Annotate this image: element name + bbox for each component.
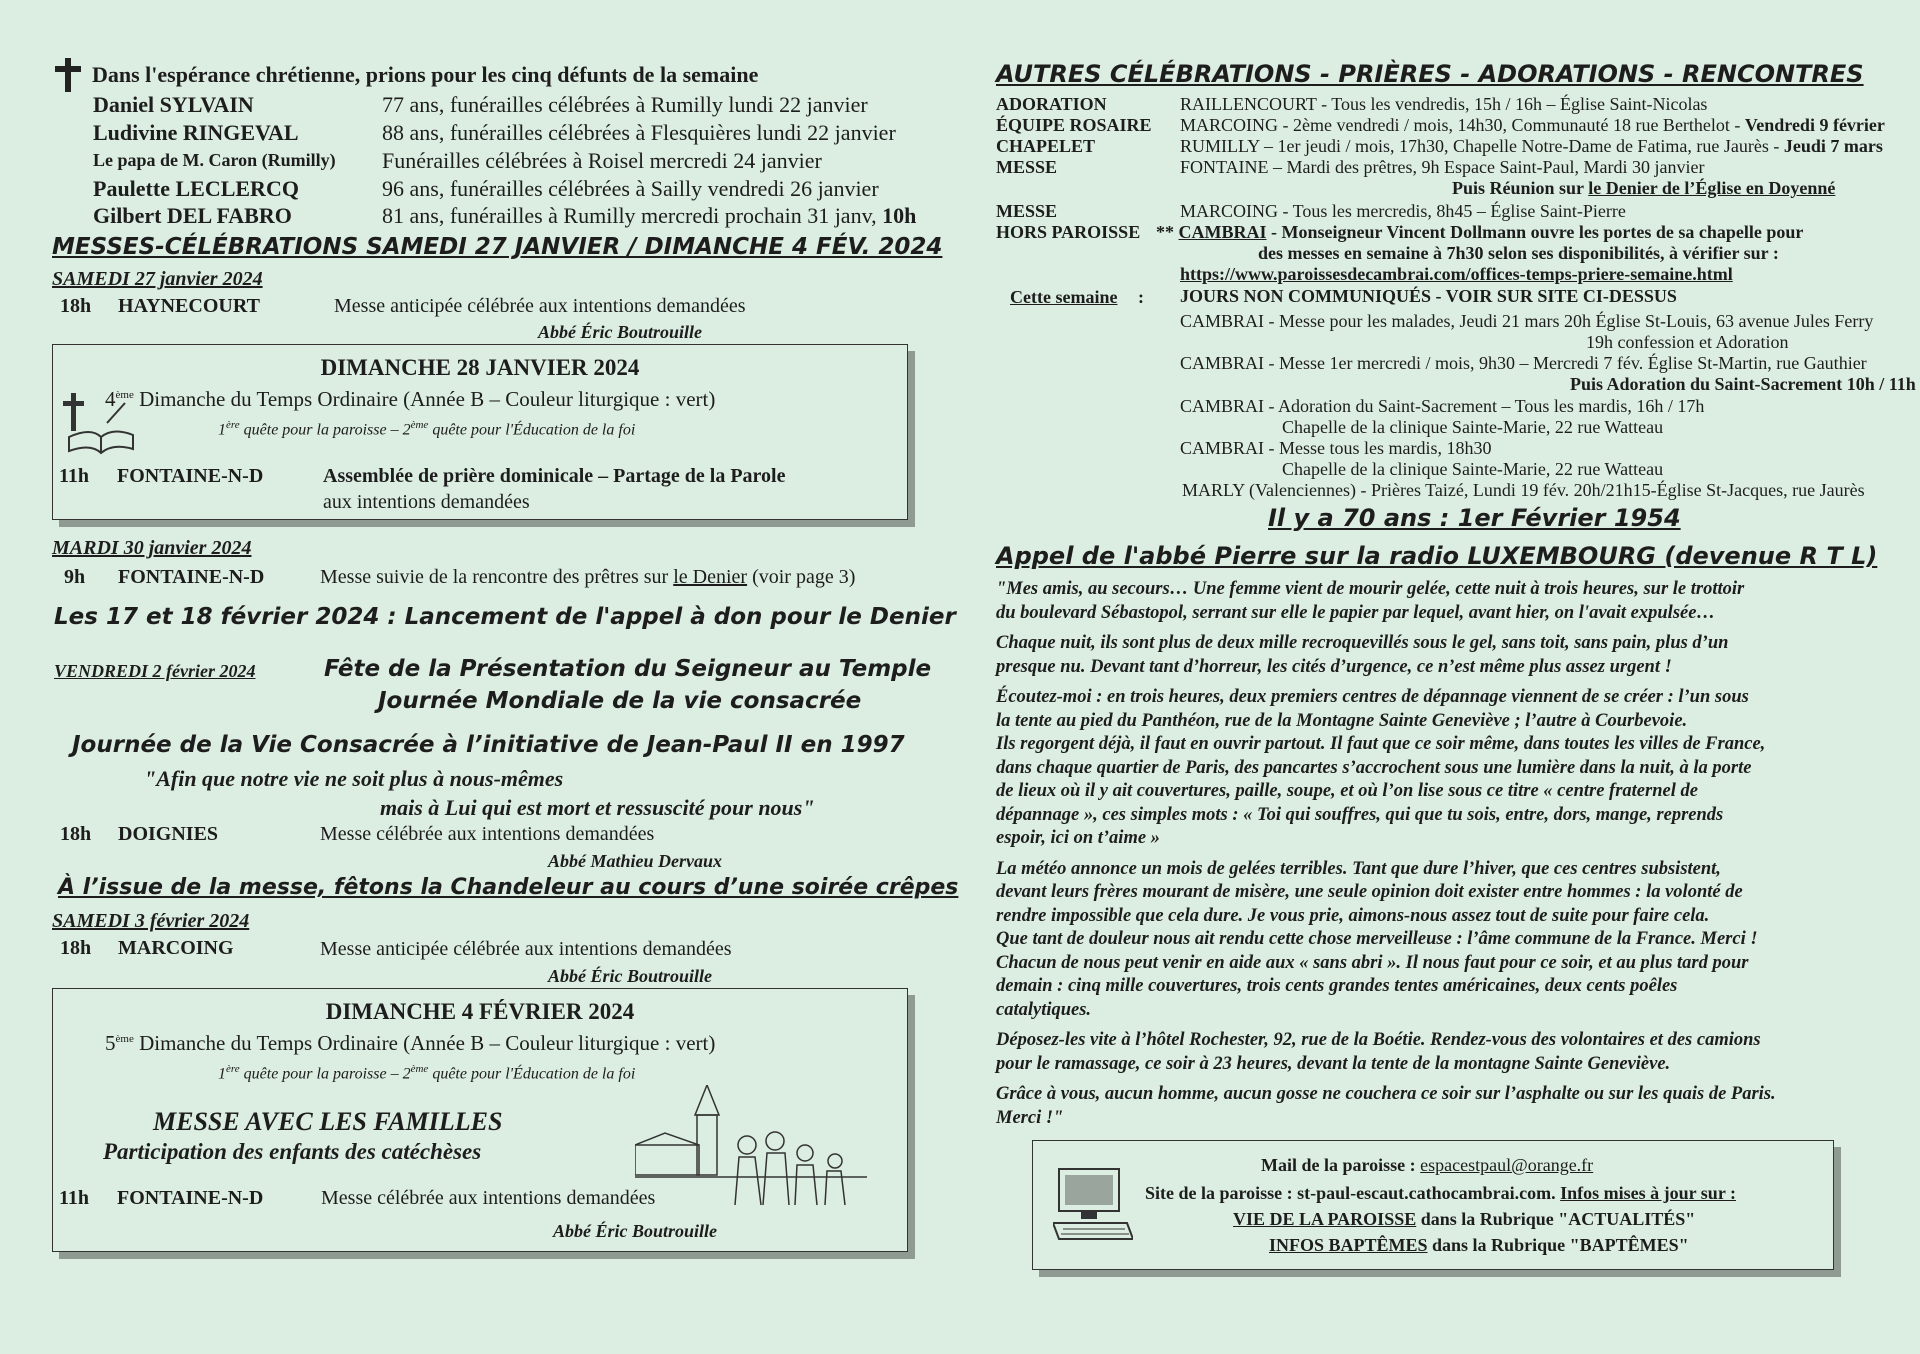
cambrai-line: Chapelle de la clinique Sainte-Marie, 22 rue Watteau [1282, 459, 1664, 479]
row-label: MESSE [996, 201, 1058, 221]
row-label: CHAPELET [996, 136, 1096, 156]
cambrai-line: MARLY (Valenciennes) - Prières Taizé, Lundi 19 fév. 20h/21h15-Église St-Jacques, rue Jaurès [1182, 480, 1865, 500]
appeal-paragraph [996, 686, 1896, 851]
priest-name: Abbé Éric Boutrouille [538, 322, 703, 342]
appeal-line: espoir, ici on t’aime » [996, 828, 1160, 848]
mass-place: FONTAINE-N-D [118, 566, 265, 588]
consacree-line: Journée de la Vie Consacrée à l’initiative de Jean-Paul II en 1997 [72, 732, 905, 758]
appeal-line: Merci !" [996, 1107, 1064, 1128]
date-heading: SAMEDI 27 janvier 2024 [52, 268, 263, 290]
cambrai-line: CAMBRAI - Messe pour les malades, Jeudi 21 mars 20h Église St-Louis, 63 avenue Jules Ferry [1180, 311, 1874, 331]
appeal-paragraph [996, 578, 1896, 625]
row-text: RUMILLY – 1er jeudi / mois, 17h30, Chapelle Notre-Dame de Fatima, rue Jaurès - Jeudi 7 mars [1180, 136, 1883, 156]
appeal-line: dépannage », ces simples mots : « Toi qui souffres, qui que tu sois, entre, dors, mange, reprends [996, 804, 1724, 825]
date-heading: MARDI 30 janvier 2024 [52, 537, 252, 559]
mass-time: 9h [64, 566, 86, 588]
deaths-heading: Dans l'espérance chrétienne, prions pour les cinq défunts de la semaine [92, 62, 759, 87]
mass-time: 18h [60, 295, 92, 317]
computer-icon [1053, 1167, 1133, 1243]
death-name: Paulette LECLERCQ [93, 176, 299, 201]
quote-line: "Afin que notre vie ne soit plus à nous-mêmes [144, 766, 564, 791]
cambrai-line: 19h confession et Adoration [1586, 332, 1789, 352]
feast-title: Fête de la Présentation du Seigneur au Temple [324, 656, 932, 682]
site-line: Site de la paroisse : st-paul-escaut.cathocambrai.com. Infos mises à jour sur : [1145, 1183, 1736, 1203]
sunday-line: 4ème Dimanche du Temps Ordinaire (Année B – Couleur liturgique : vert) [105, 387, 716, 411]
mass-desc: Assemblée de prière dominicale – Partage de la Parole [323, 465, 786, 487]
appeal-paragraph [996, 1029, 1896, 1076]
mass-desc: Messe célébrée aux intentions demandées [320, 823, 655, 845]
mass-time: 11h [59, 465, 90, 487]
contact-box [1032, 1140, 1834, 1270]
appeal-paragraph [996, 1083, 1896, 1130]
quete-line: 1ère quête pour la paroisse – 2ème quête pour l'Éducation de la foi [218, 419, 636, 439]
cambrai-line: CAMBRAI - Adoration du Saint-Sacrement – Tous les mardis, 16h / 17h [1180, 396, 1705, 416]
appeal-line: de lieux où il y ait couvertures, paille, soupe, et où l’on lise sous ce titre « centre fraternel de [996, 781, 1698, 801]
mail-link[interactable]: espacestpaul@orange.fr [1420, 1155, 1594, 1175]
sunday-28-box [52, 344, 908, 520]
week-colon: : [1138, 287, 1144, 307]
date-heading: SAMEDI 3 février 2024 [52, 910, 250, 932]
appeal-line: Chacun de nous peut venir en aide aux « sans abri ». Il nous faut pour ce soir, et au plus tard pour [996, 952, 1749, 973]
death-text: 88 ans, funérailles célébrées à Flesquières lundi 22 janvier [382, 120, 896, 145]
death-text: Funérailles célébrées à Roisel mercredi 24 janvier [382, 148, 822, 173]
appeal-line: devant leurs frères mourant de misère, une seule opinion doit exister entre hommes : la volonté de [996, 882, 1743, 902]
cambrai-line: Chapelle de la clinique Sainte-Marie, 22 rue Watteau [1282, 417, 1664, 437]
masses-title: MESSES-CÉLÉBRATIONS SAMEDI 27 JANVIER / DIMANCHE 4 FÉV. 2024 [52, 234, 943, 260]
mass-desc: Messe anticipée célébrée aux intentions demandées [334, 295, 746, 317]
appeal-line: la tente au pied du Panthéon, rue de la Montagne Sainte Geneviève ; l’autre à Courbevoie. [996, 710, 1688, 731]
sunday-line: 5ème Dimanche du Temps Ordinaire (Année B – Couleur liturgique : vert) [105, 1031, 716, 1055]
death-text: 96 ans, funérailles célébrées à Sailly vendredi 26 janvier [382, 176, 879, 201]
mass-place: MARCOING [118, 937, 234, 959]
bible-cross-icon [61, 393, 135, 457]
appeal-line: Déposez-les vite à l’hôtel Rochester, 92, rue de la Boétie. Rendez-vous des volontaires et des camions [996, 1030, 1761, 1050]
death-name: Gilbert DEL FABRO [93, 203, 292, 228]
appeal-line: dans chaque quartier de Paris, des pancartes s’accrochent sous une lumière dans la nuit, à la porte [996, 757, 1752, 778]
families-title: MESSE AVEC LES FAMILLES [153, 1107, 503, 1136]
mass-time: 11h [59, 1187, 90, 1209]
week-label: Cette semaine [1010, 287, 1118, 307]
appeal-line: presque nu. Devant tant d’horreur, les cités d’urgence, ce n’est même plus assez urgent ! [996, 656, 1672, 677]
row-label: HORS PAROISSE [996, 222, 1141, 242]
vie-line: VIE DE LA PAROISSE dans la Rubrique "ACTUALITÉS" [1233, 1209, 1696, 1229]
row-text: MARCOING - 2ème vendredi / mois, 14h30, Communauté 18 rue Berthelot - Vendredi 9 février [1180, 115, 1885, 135]
mass-desc: aux intentions demandées [323, 491, 530, 513]
mass-place: DOIGNIES [118, 823, 219, 845]
reunion-line: Puis Réunion sur le Denier de l’Église en Doyenné [1452, 178, 1836, 198]
mass-desc: Messe suivie de la rencontre des prêtres sur le Denier (voir page 3) [320, 566, 856, 588]
priest-name: Abbé Mathieu Dervaux [548, 851, 723, 871]
mass-desc: Messe anticipée célébrée aux intentions demandées [320, 938, 732, 960]
chandeleur-line: À l’issue de la messe, fêtons la Chandeleur au cours d’une soirée crêpes [58, 875, 959, 900]
row-label: ADORATION [996, 94, 1107, 114]
death-text: 81 ans, funérailles à Rumilly mercredi prochain 31 janv, 10h [382, 203, 917, 228]
mass-place: FONTAINE-N-D [117, 465, 264, 487]
appeal-paragraph [996, 632, 1896, 679]
families-subtitle: Participation des enfants des catéchèses [103, 1139, 482, 1164]
appeal-line: catalytiques. [996, 999, 1092, 1020]
cambrai-line: CAMBRAI - Messe 1er mercredi / mois, 9h30 – Mercredi 7 fév. Église St-Martin, rue Gauthier [1180, 353, 1867, 373]
appeal-line: Que tant de douleur nous ait rendu cette chose merveilleuse : l’âme commune de la France. Merci ! [996, 929, 1758, 949]
row-label: ÉQUIPE ROSAIRE [996, 115, 1152, 135]
appeal-line: pour le ramassage, ce soir à 23 heures, devant la tente de la montagne Sainte Geneviève. [996, 1053, 1671, 1074]
row-text: FONTAINE – Mardi des prêtres, 9h Espace Saint-Paul, Mardi 30 janvier [1180, 157, 1705, 177]
hors-line: ** CAMBRAI - Monseigneur Vincent Dollmann ouvre les portes de sa chapelle pour [1156, 222, 1804, 242]
cambrai-line: Puis Adoration du Saint-Sacrement 10h / 11h [1570, 374, 1916, 394]
death-text: 77 ans, funérailles célébrées à Rumilly lundi 22 janvier [382, 92, 868, 117]
sunday-4-box [52, 988, 908, 1252]
bapt-line: INFOS BAPTÊMES dans la Rubrique "BAPTÊMES" [1269, 1235, 1689, 1255]
mass-desc: Messe célébrée aux intentions demandées [321, 1187, 656, 1209]
mass-place: FONTAINE-N-D [117, 1187, 264, 1209]
row-text: MARCOING - Tous les mercredis, 8h45 – Église Saint-Pierre [1180, 201, 1626, 221]
row-label: MESSE [996, 157, 1058, 177]
sunday-title: DIMANCHE 4 FÉVRIER 2024 [325, 999, 635, 1024]
hors-line-2: des messes en semaine à 7h30 selon ses disponibilités, à vérifier sur : [1258, 243, 1779, 263]
other-title: AUTRES CÉLÉBRATIONS - PRIÈRES - ADORATIONS - RENCONTRES [996, 60, 1864, 88]
row-text: RAILLENCOURT - Tous les vendredis, 15h / 16h – Église Saint-Nicolas [1180, 94, 1708, 114]
hors-url[interactable]: https://www.paroissesdecambrai.com/offices-temps-priere-semaine.html [1180, 264, 1733, 284]
appeal-line: Chaque nuit, ils sont plus de deux mille recroquevillés sous le gel, sans toit, sans pain, plus d’un [996, 633, 1729, 653]
appeal-line: "Mes amis, au secours… Une femme vient de mourir gelée, cette nuit à trois heures, sur le trottoir [996, 579, 1745, 599]
cross-icon [54, 58, 82, 92]
appeal-line: La météo annonce un mois de gelées terribles. Tant que dure l’hiver, que ces centres subsistent, [996, 858, 1721, 879]
appeal-line: rendre impossible que cela dure. Je vous prie, aimons-nous assez tout de suite pour faire cela. [996, 905, 1710, 926]
mass-place: HAYNECOURT [118, 295, 260, 317]
church-families-icon [635, 1085, 867, 1211]
appeal-line: Écoutez-moi : en trois heures, deux premiers centres de dépannage viennent de se créer : l’un sous [996, 687, 1749, 707]
appeal-line: demain : cinq mille couvertures, trois cents grandes tentes américaines, deux cents poêles [996, 976, 1678, 996]
death-name: Ludivine RINGEVAL [93, 120, 299, 145]
mail-line: Mail de la paroisse : espacestpaul@orange.fr [1261, 1155, 1594, 1175]
quote-line: mais à Lui qui est mort et ressuscité pour nous" [380, 795, 815, 820]
denier-banner: Les 17 et 18 février 2024 : Lancement de l'appel à don pour le Denier [54, 604, 956, 630]
death-name: Daniel SYLVAIN [93, 92, 254, 117]
mass-time: 18h [60, 937, 92, 959]
feast-subtitle: Journée Mondiale de la vie consacrée [378, 688, 862, 714]
week-text: JOURS NON COMMUNIQUÉS - VOIR SUR SITE CI-DESSUS [1180, 286, 1677, 306]
priest-name: Abbé Éric Boutrouille [553, 1221, 718, 1241]
appeal-text [996, 578, 1896, 1130]
appeal-line: du boulevard Sébastopol, serrant sur elle le papier par lequel, avant hier, on l'avait expulsée… [996, 602, 1715, 623]
vie-link[interactable]: VIE DE LA PAROISSE [1233, 1209, 1417, 1229]
appeal-line: Grâce à vous, aucun homme, aucun gosse ne couchera ce soir sur l’asphalte ou sur les quais de Paris. [996, 1084, 1776, 1104]
appeal-paragraph [996, 858, 1896, 1023]
sunday-title: DIMANCHE 28 JANVIER 2024 [320, 355, 640, 380]
anniversary-title: Il y a 70 ans : 1er Février 1954 [1268, 504, 1681, 532]
bapt-link[interactable]: INFOS BAPTÊMES [1269, 1235, 1428, 1255]
mass-time: 18h [60, 823, 92, 845]
quete-line: 1ère quête pour la paroisse – 2ème quête pour l'Éducation de la foi [218, 1063, 636, 1083]
priest-name: Abbé Éric Boutrouille [548, 966, 713, 986]
appeal-title: Appel de l'abbé Pierre sur la radio LUXEMBOURG (devenue R T L) [996, 542, 1878, 570]
date-heading: VENDREDI 2 février 2024 [54, 661, 256, 681]
death-name: Le papa de M. Caron (Rumilly) [93, 150, 336, 170]
cambrai-line: CAMBRAI - Messe tous les mardis, 18h30 [1180, 438, 1492, 458]
appeal-line: Ils regorgent déjà, il faut en ouvrir partout. Il faut que ce soir même, dans toutes les villes de France, [996, 734, 1766, 754]
